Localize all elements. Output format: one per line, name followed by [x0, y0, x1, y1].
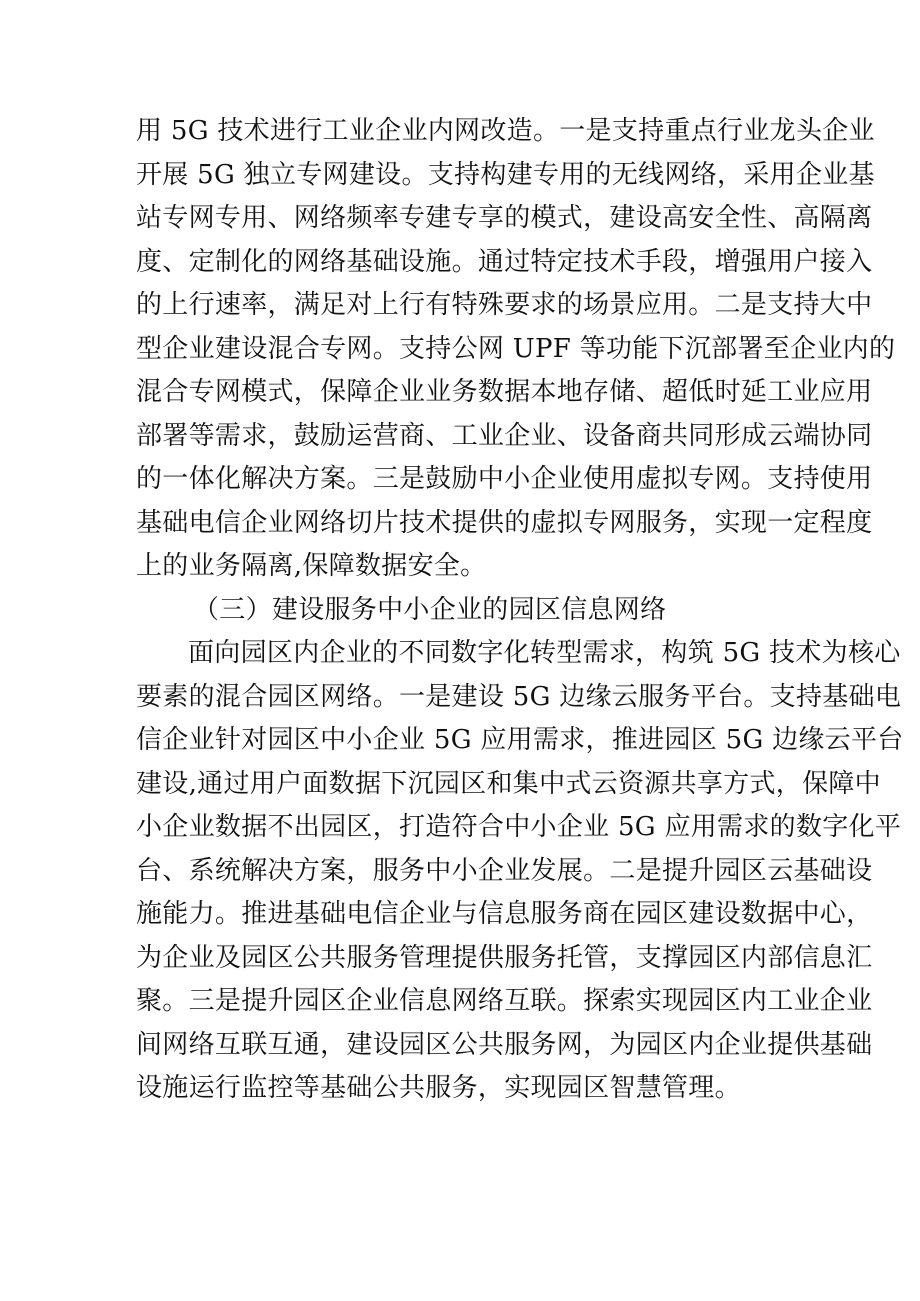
paragraph-line: 信企业针对园区中小企业 5G 应用需求，推进园区 5G 边缘云平台: [136, 725, 904, 755]
paragraph-line: 部署等需求，鼓励运营商、工业企业、设备商共同形成云端协同: [136, 420, 873, 451]
paragraph-line: 间网络互联互通，建设园区公共服务网，为园区内企业提供基础: [136, 1029, 873, 1060]
document-body: [136, 110, 904, 1111]
paragraph-line: 的上行速率，满足对上行有特殊要求的场景应用。二是支持大中: [136, 290, 873, 320]
paragraph-line: 要素的混合园区网络。一是建设 5G 边缘云服务平台。支持基础电: [136, 681, 902, 712]
paragraph-park-information-network: [136, 632, 904, 1111]
paragraph-line: 设施运行监控等基础公共服务，实现园区智慧管理。: [136, 1073, 741, 1103]
paragraph-line: 聚。三是提升园区企业信息网络互联。探索实现园区内工业企业: [136, 986, 873, 1016]
paragraph-line: 台、系统解决方案，服务中小企业发展。二是提升园区云基础设: [136, 855, 873, 886]
paragraph-line: 施能力。推进基础电信企业与信息服务商在园区建设数据中心，: [136, 899, 873, 929]
section-heading: （三）建设服务中小企业的园区信息网络: [193, 594, 667, 625]
paragraph-line: 型企业建设混合专网。支持公网 UPF 等功能下沉部署至企业内的: [136, 333, 896, 364]
paragraph-line: 度、定制化的网络基础设施。通过特定技术手段，增强用户接入: [136, 246, 873, 277]
paragraph-line: 建设,通过用户面数据下沉园区和集中式云资源共享方式，保障中: [136, 768, 881, 799]
paragraph-5g-enterprise-network: [136, 110, 896, 589]
paragraph-line: 用 5G 技术进行工业企业内网改造。一是支持重点行业龙头企业: [136, 116, 875, 146]
paragraph-line: 站专网专用、网络频率专建专享的模式，建设高安全性、高隔离: [136, 203, 873, 233]
paragraph-line: 基础电信企业网络切片技术提供的虚拟专网服务，实现一定程度: [136, 507, 873, 538]
paragraph-line: 小企业数据不出园区，打造符合中小企业 5G 应用需求的数字化平: [136, 812, 902, 842]
paragraph-line: 的一体化解决方案。三是鼓励中小企业使用虚拟专网。支持使用: [136, 464, 873, 494]
paragraph-line: 开展 5G 独立专网建设。支持构建专用的无线网络，采用企业基: [136, 159, 875, 190]
paragraph-line: 上的业务隔离,保障数据安全。: [136, 551, 487, 581]
paragraph-line: 混合专网模式，保障企业业务数据本地存储、超低时延工业应用: [136, 377, 873, 407]
paragraph-line: 为企业及园区公共服务管理提供服务托管，支撑园区内部信息汇: [136, 942, 873, 973]
paragraph-line: 面向园区内企业的不同数字化转型需求，构筑 5G 技术为核心: [188, 638, 901, 668]
